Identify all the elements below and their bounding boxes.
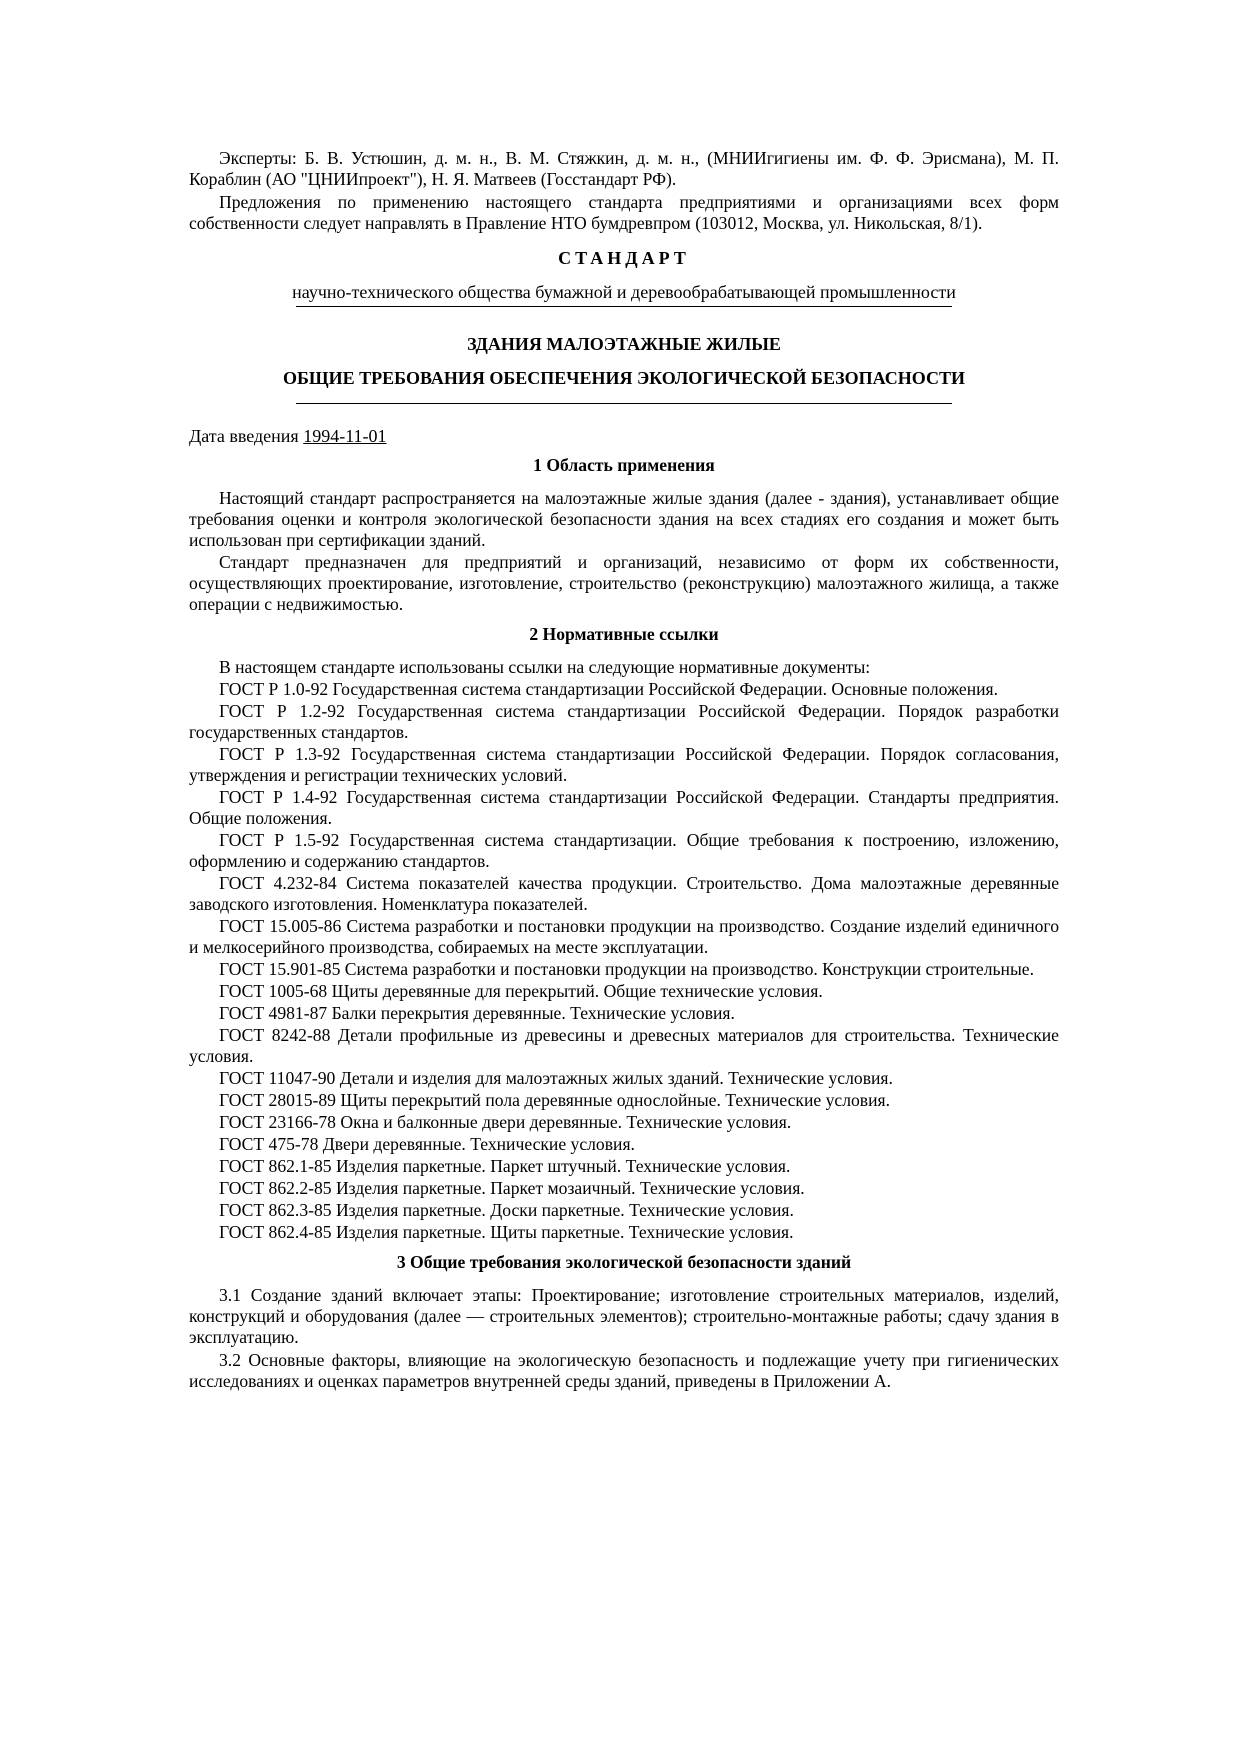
section-3-paragraph: 3.2 Основные факторы, влияющие на экологическую безопасность и подлежащие учету при гигиенических исследованиях и оценках параметров внутренней среды зданий, приведены в Приложении А. (189, 1349, 1059, 1391)
reference-item: ГОСТ Р 1.3-92 Государственная система стандартизации Российской Федерации. Порядок согласования, утверждения и регистрации технических условий. (189, 744, 1059, 785)
document-title: ЗДАНИЯ МАЛОЭТАЖНЫЕ ЖИЛЫЕ (467, 333, 781, 354)
reference-item: ГОСТ 8242-88 Детали профильные из древесины и древесных материалов для строительства. Технические условия. (189, 1025, 1059, 1066)
reference-item: ГОСТ 28015-89 Щиты перекрытий пола деревянные однослойные. Технические условия. (219, 1090, 891, 1110)
reference-item: ГОСТ Р 1.4-92 Государственная система стандартизации Российской Федерации. Стандарты предприятия. Общие положения. (189, 787, 1059, 828)
section-3-paragraph: 3.1 Создание зданий включает этапы: Проектирование; изготовление строительных материалов, изделий, конструкций и оборудования (далее — строительных элементов); строительно-монтажные работы; сдачу здания в эксплуатацию. (189, 1285, 1059, 1347)
introduction-date (189, 426, 1059, 447)
section-2-heading: 2 Нормативные ссылки (529, 624, 719, 644)
reference-item: ГОСТ 11047-90 Детали и изделия для малоэтажных жилых зданий. Технические условия. (219, 1068, 893, 1088)
section-1-paragraph: Стандарт предназначен для предприятий и организаций, независимо от форм их собственности, осуществляющих проектирование, изготовление, строительство (реконструкцию) малоэтажного жилища, а также операции с недвижимостью. (189, 552, 1059, 614)
reference-item: ГОСТ 475-78 Двери деревянные. Технические условия. (219, 1134, 635, 1154)
reference-item: ГОСТ 1005-68 Щиты деревянные для перекрытий. Общие технические условия. (219, 981, 823, 1001)
reference-item: ГОСТ 15.005-86 Система разработки и постановки продукции на производство. Создание изделий единичного и мелкосерийного производства, собираемых на месте эксплуатации. (189, 916, 1059, 957)
reference-item: ГОСТ 862.2-85 Изделия паркетные. Паркет мозаичный. Технические условия. (219, 1178, 805, 1198)
date-value: 1994-11-01 (303, 425, 387, 446)
references-intro: В настоящем стандарте использованы ссылки на следующие нормативные документы: (219, 657, 871, 677)
reference-item: ГОСТ 862.3-85 Изделия паркетные. Доски паркетные. Технические условия. (219, 1200, 794, 1220)
references-list (189, 657, 1059, 1243)
document-page (189, 148, 1059, 1393)
society-name: научно-технического общества бумажной и деревообрабатывающей промышленности (292, 281, 956, 302)
section-1-heading: 1 Область применения (533, 454, 715, 475)
standard-label: СТАНДАРТ (558, 247, 690, 268)
proposals-paragraph: Предложения по применению настоящего стандарта предприятиями и организациями всех форм собственности следует направлять в Правление НТО бумдревпром (103012, Москва, ул. Никольская, 8/1). (189, 191, 1059, 233)
reference-item: ГОСТ Р 1.2-92 Государственная система стандартизации Российской Федерации. Порядок разработки государственных стандартов. (189, 701, 1059, 742)
reference-item: ГОСТ 862.1-85 Изделия паркетные. Паркет штучный. Технические условия. (219, 1156, 791, 1176)
reference-item: ГОСТ 4.232-84 Система показателей качества продукции. Строительство. Дома малоэтажные деревянные заводского изготовления. Номенклатура показателей. (189, 873, 1059, 914)
reference-item: ГОСТ 862.4-85 Изделия паркетные. Щиты паркетные. Технические условия. (219, 1222, 794, 1242)
experts-paragraph: Эксперты: Б. В. Устюшин, д. м. н., В. М. Стяжкин, д. м. н., (МНИИгигиены им. Ф. Ф. Эрисмана), М. П. Кораблин (АО "ЦНИИпроект"), Н. Я. Матвеев (Госстандарт РФ). (189, 148, 1059, 189)
document-subtitle: ОБЩИЕ ТРЕБОВАНИЯ ОБЕСПЕЧЕНИЯ ЭКОЛОГИЧЕСКОЙ БЕЗОПАСНОСТИ (282, 367, 966, 388)
reference-item: ГОСТ 4981-87 Балки перекрытия деревянные. Технические условия. (219, 1003, 735, 1023)
bottom-divider (296, 403, 952, 404)
section-3-heading: 3 Общие требования экологической безопасности зданий (396, 1252, 852, 1272)
reference-item: ГОСТ Р 1.5-92 Государственная система стандартизации. Общие требования к построению, изложению, оформлению и содержанию стандартов. (189, 830, 1059, 871)
reference-item: ГОСТ Р 1.0-92 Государственная система стандартизации Российской Федерации. Основные положения. (219, 679, 999, 699)
reference-item: ГОСТ 15.901-85 Система разработки и постановки продукции на производство. Конструкции строительные. (219, 959, 1034, 979)
section-1-paragraph: Настоящий стандарт распространяется на малоэтажные жилые здания (далее - здания), устанавливает общие требования оценки и контроля экологической безопасности здания на всех стадиях его создания и может быть использован при сертификации зданий. (189, 487, 1059, 550)
reference-item: ГОСТ 23166-78 Окна и балконные двери деревянные. Технические условия. (219, 1112, 792, 1132)
top-divider (296, 306, 952, 307)
date-label: Дата введения (189, 425, 299, 446)
